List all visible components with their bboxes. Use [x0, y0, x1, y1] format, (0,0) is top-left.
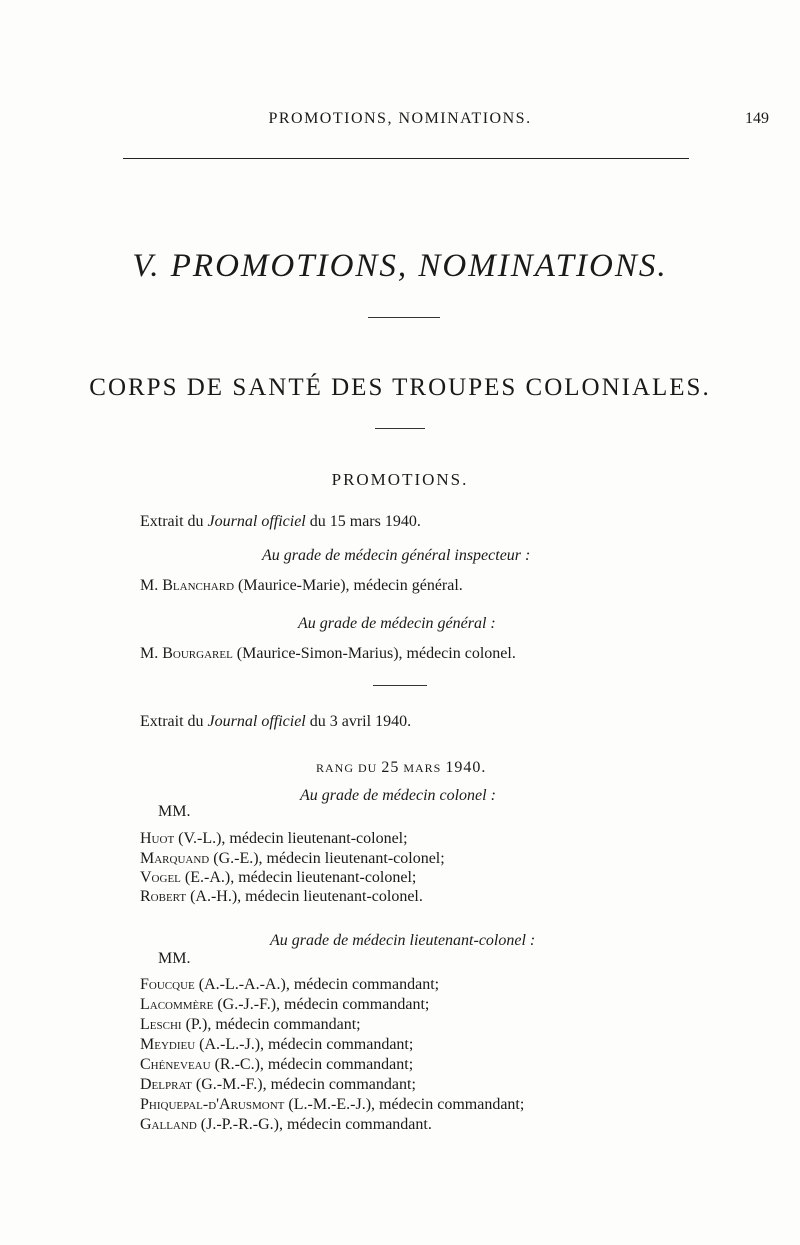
mm-label-2: MM.	[158, 950, 191, 967]
list-item-lt-colonel: Meydieu (A.-L.-J.), médecin commandant;	[140, 1036, 414, 1053]
entry-blanchard: M. Blanchard (Maurice-Marie), médecin général.	[140, 577, 463, 594]
list-item-lt-colonel: Phiquepal-d'Arusmont (L.-M.-E.-J.), médecin commandant;	[140, 1096, 525, 1113]
grade-heading-lt-colonel: Au grade de médecin lieutenant-colonel :	[270, 932, 536, 949]
list-item-lt-colonel: Galland (J.-P.-R.-G.), médecin commandant.	[140, 1116, 432, 1133]
list-item-lt-colonel: Foucque (A.-L.-A.-A.), médecin commandant;	[140, 976, 440, 993]
header-rule	[123, 158, 689, 159]
grade-heading-colonel: Au grade de médecin colonel :	[300, 787, 496, 804]
corps-divider	[375, 428, 425, 429]
list-item-colonel: Robert (A.-H.), médecin lieutenant-colonel.	[140, 888, 423, 905]
page-number: 149	[745, 110, 769, 127]
grade-heading-inspector: Au grade de médecin général inspecteur :	[262, 547, 531, 564]
list-item-lt-colonel: Delprat (G.-M.-F.), médecin commandant;	[140, 1076, 416, 1093]
entry-bourgarel: M. Bourgarel (Maurice-Simon-Marius), médecin colonel.	[140, 645, 516, 662]
grade-heading-general: Au grade de médecin général :	[298, 615, 496, 632]
list-item-colonel: Marquand (G.-E.), médecin lieutenant-colonel;	[140, 850, 445, 867]
extract-line-2: Extrait du Journal officiel du 3 avril 1940.	[140, 713, 412, 730]
section-title: V. PROMOTIONS, NOMINATIONS.	[132, 248, 668, 284]
list-item-lt-colonel: Lacommère (G.-J.-F.), médecin commandant;	[140, 996, 430, 1013]
list-item-lt-colonel: Leschi (P.), médecin commandant;	[140, 1016, 361, 1033]
mm-label-1: MM.	[158, 803, 191, 820]
list-item-colonel: Huot (V.-L.), médecin lieutenant-colonel;	[140, 830, 408, 847]
running-head: PROMOTIONS, NOMINATIONS.	[268, 110, 532, 127]
list-item-lt-colonel: Chéneveau (R.-C.), médecin commandant;	[140, 1056, 414, 1073]
section-divider	[368, 317, 440, 318]
sub-title: PROMOTIONS.	[331, 470, 469, 489]
list-item-colonel: Vogel (E.-A.), médecin lieutenant-colonel;	[140, 869, 417, 886]
extract-line-1: Extrait du Journal officiel du 15 mars 1940.	[140, 513, 421, 530]
rank-heading: RANG DU 25 MARS 1940.	[316, 759, 487, 776]
block-divider	[373, 685, 427, 686]
corps-title: CORPS DE SANTÉ DES TROUPES COLONIALES.	[89, 374, 711, 401]
